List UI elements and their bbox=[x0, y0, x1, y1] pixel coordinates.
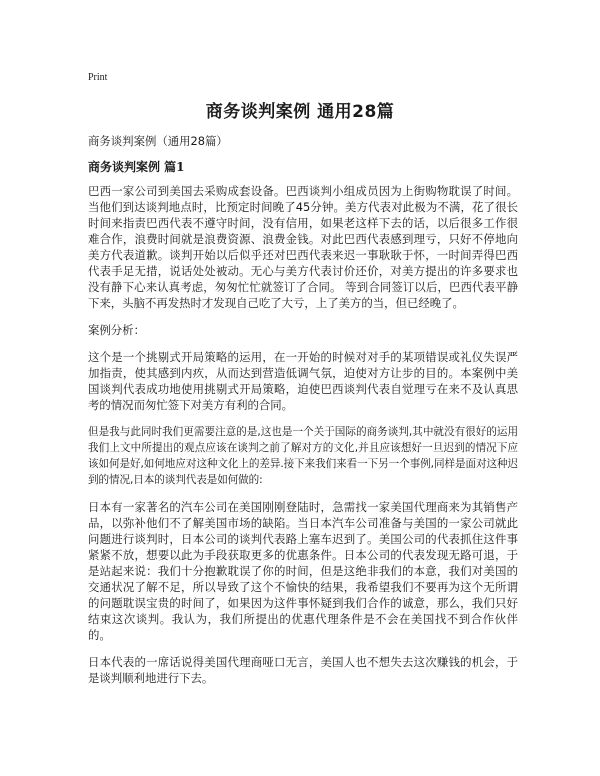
print-link[interactable]: Print bbox=[88, 72, 108, 83]
paragraph-conclusion: 日本代表的一席话说得美国代理商哑口无言，美国人也不想失去这次赚钱的机会，于是谈判顺利地进行下去。 bbox=[88, 655, 518, 685]
document-subtitle: 商务谈判案例（通用28篇） bbox=[88, 134, 228, 148]
paragraph-japan-case: 日本有一家著名的汽车公司在美国刚刚登陆时，急需找一家美国代理商来为其销售产品，以弥补他们不了解美国市场的缺陷。当日本汽车公司准备与美国的一家公司就此问题进行谈判时，日本公司的谈判代表路上塞车迟到了。美国公司的代表抓住这件事紧紧不放，想要以此为手段获取更多的优惠条件。日本公司的代表发现无路可退，于是站起来说：我们十分抱歉耽误了你的时间，但是这绝非我们的本意，我们对美国的交通状况了解不足，所以导致了这个不愉快的结果，我希望我们不要再为这个无所谓的问题耽误宝贵的时间了，如果因为这件事怀疑到我们合作的诚意，那么，我们只好结束这次谈判。我认为，我们所提出的优惠代理条件是不会在美国找不到合作伙伴的。 bbox=[88, 500, 518, 642]
page-title: 商务谈判案例 通用28篇 bbox=[205, 102, 395, 122]
paragraph-analysis: 这个是一个挑剔式开局策略的运用，在一开始的时候对对手的某项错误或礼仪失误严加指责，使其感到内疚，从而达到营造低调气氛，迫使对方让步的目的。本案例中美国谈判代表成功地使用挑剔式开局策略，迫使巴西谈判代表自觉理亏在来不及认真思考的情况而匆忙签下对美方有利的合同。 bbox=[88, 350, 518, 412]
paragraph-story: 巴西一家公司到美国去采购成套设备。巴西谈判小组成员因为上街购物耽误了时间。当他们到达谈判地点时，比预定时间晚了45分钟。美方代表对此极为不满，花了很长时间来指责巴西代表不遵守时间，没有信用，如果老这样下去的话，以后很多工作很难合作，浪费时间就是浪费资源、浪费金钱。对此巴西代表感到理亏，只好不停地向美方代表道歉。谈判开始以后似乎还对巴西代表来迟一事耿耿于怀，一时间弄得巴西代表手足无措，说话处处被动。无心与美方代表讨价还价，对美方提出的许多要求也没有静下心来认真考虑，匆匆忙忙就签订了合同。 等到合同签订以后，巴西代表平静下来，头脑不再发热时才发现自己吃了大亏，上了美方的当，但已经晚了。 bbox=[88, 184, 518, 310]
document-body bbox=[88, 133, 518, 697]
section-heading: 商务谈判案例 篇1 bbox=[88, 160, 185, 174]
paragraph-analysis-label: 案例分析： bbox=[88, 323, 145, 337]
paragraph-culture-note: 但是我与此同时我们更需要注意的是,这也是一个关于国际的商务谈判,其中就没有很好的运用我们上文中所提出的观点应该在谈判之前了解对方的文化,并且应该想好一旦迟到的情况下应该如何是好,如何地应对这种文化上的差异.接下来我们来看一下另一个事例,同样是面对这种迟到的情况,日本的谈判代表是如何做的: bbox=[88, 426, 518, 486]
